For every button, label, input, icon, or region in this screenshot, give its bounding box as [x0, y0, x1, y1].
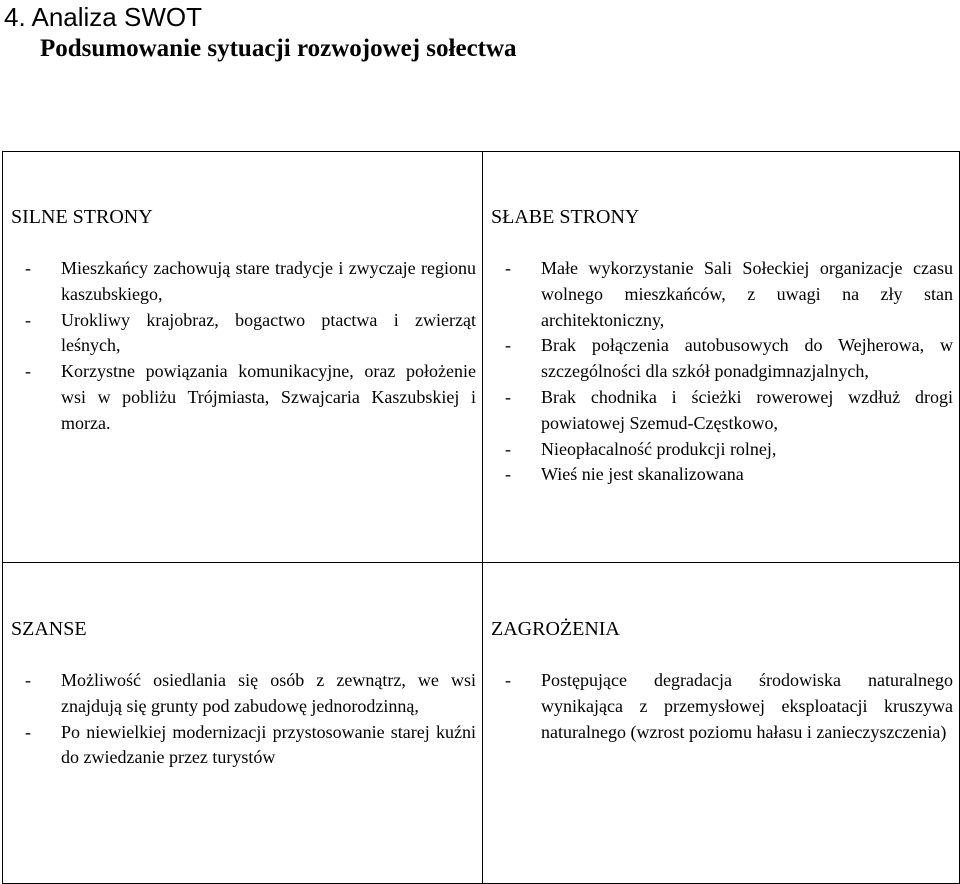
weaknesses-list	[491, 256, 953, 488]
list-item	[491, 462, 953, 488]
strengths-list	[11, 256, 476, 437]
weaknesses-cell	[483, 152, 960, 563]
list-item-text: Po niewielkiej modernizacji przystosowanie starej kuźni do zwiedzanie przez turystów	[61, 721, 476, 768]
opportunities-cell	[3, 563, 483, 884]
bullet-dash: -	[25, 361, 31, 382]
list-item	[491, 668, 953, 745]
bullet-dash: -	[25, 721, 31, 742]
list-item	[11, 359, 476, 436]
weaknesses-title: SŁABE STRONY	[491, 206, 640, 228]
bullet-dash: -	[505, 438, 511, 459]
strengths-title: SILNE STRONY	[11, 206, 153, 228]
list-item	[491, 385, 953, 437]
list-item-text: Małe wykorzystanie Sali Sołeckiej organizacje czasu wolnego mieszkańców, z uwagi na zły stan architektoniczny,	[541, 258, 953, 330]
bullet-dash: -	[505, 464, 511, 485]
list-item	[491, 256, 953, 333]
list-item	[11, 256, 476, 308]
list-item	[11, 720, 476, 772]
section-subtitle: Podsumowanie sytuacji rozwojowej sołectwa	[40, 35, 517, 62]
threats-cell	[483, 563, 960, 884]
list-item-text: Mieszkańcy zachowują stare tradycje i zwyczaje regionu kaszubskiego,	[61, 258, 476, 304]
bullet-dash: -	[505, 335, 511, 356]
list-item-text: Korzystne powiązania komunikacyjne, oraz położenie wsi w pobliżu Trójmiasta, Szwajcaria Kaszubskiej i morza.	[61, 361, 476, 433]
list-item-text: Możliwość osiedlania się osób z zewnątrz, we wsi znajdują się grunty pod zabudowę jednorodzinną,	[61, 670, 476, 716]
opportunities-list	[11, 668, 476, 771]
threats-list	[491, 668, 953, 745]
list-item	[11, 668, 476, 720]
bullet-dash: -	[505, 386, 511, 407]
bullet-dash: -	[25, 258, 31, 278]
list-item-text: Wieś nie jest skanalizowana	[541, 464, 744, 485]
threats-title: ZAGROŻENIA	[491, 618, 620, 640]
list-item-text: Brak chodnika i ścieżki rowerowej wzdłuż drogi powiatowej Szemud-Częstkowo,	[541, 386, 953, 433]
document-heading	[4, 1, 517, 65]
bullet-dash: -	[505, 670, 511, 690]
swot-table	[2, 151, 960, 884]
bullet-dash: -	[505, 258, 511, 278]
list-item-text: Brak połączenia autobusowych do Wejherowa, w szczególności dla szkół ponadgimnazjalnych,	[541, 335, 953, 382]
list-item-text: Nieopłacalność produkcji rolnej,	[541, 438, 777, 459]
list-item	[11, 308, 476, 360]
swot-row-internal	[3, 152, 960, 563]
swot-row-external	[3, 563, 960, 884]
section-title: 4. Analiza SWOT	[4, 2, 202, 32]
list-item-text: Postępujące degradacja środowiska naturalnego wynikająca z przemysłowej eksploatacji kruszywa naturalnego (wzrost poziomu hałasu i zanieczyszczenia)	[541, 670, 953, 742]
list-item-text: Urokliwy krajobraz, bogactwo ptactwa i zwierząt leśnych,	[61, 309, 476, 356]
bullet-dash: -	[25, 670, 31, 690]
strengths-cell	[3, 152, 483, 563]
opportunities-title: SZANSE	[11, 618, 87, 640]
bullet-dash: -	[25, 309, 31, 330]
list-item	[491, 333, 953, 385]
list-item	[491, 437, 953, 463]
